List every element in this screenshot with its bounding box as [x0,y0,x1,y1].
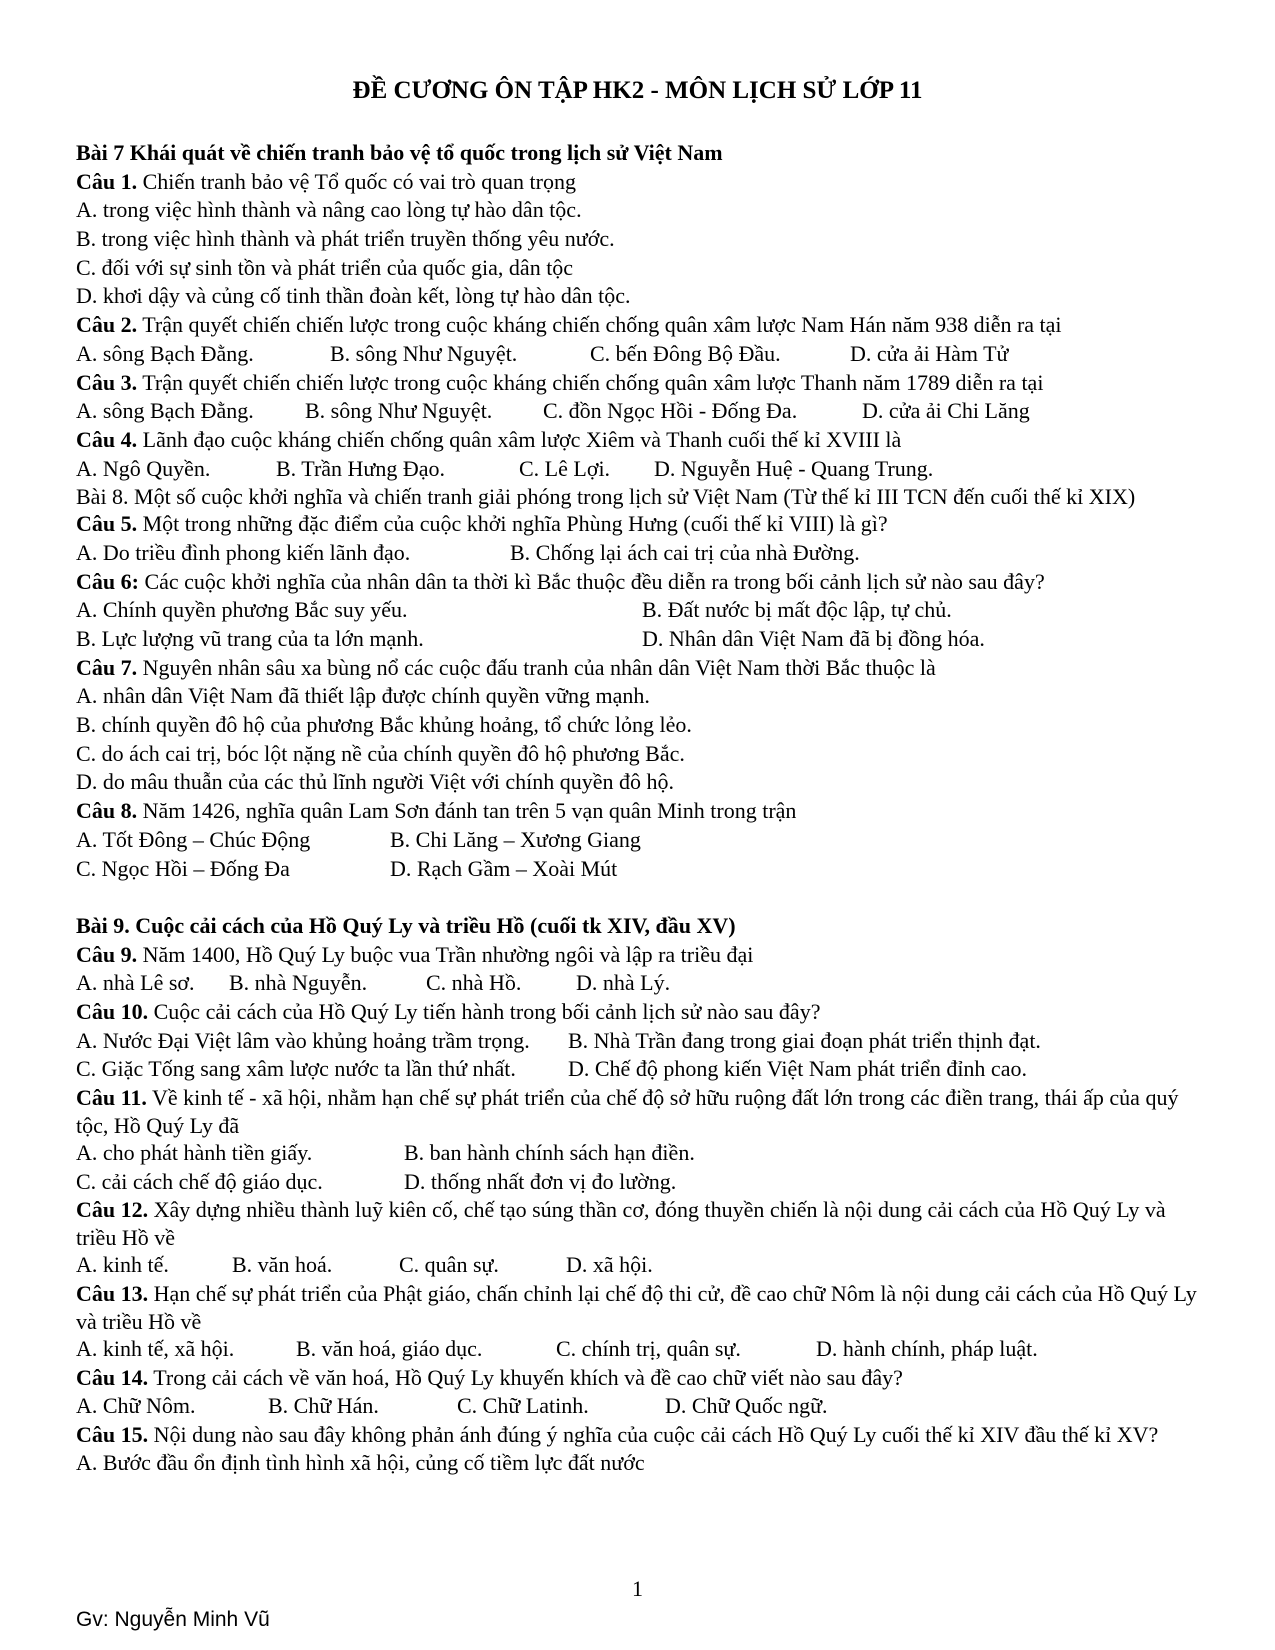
question-label: Câu 11. [76,1085,147,1110]
question-text: Trận quyết chiến chiến lược trong cuộc kháng chiến chống quân xâm lược Thanh năm 1789 diễn ra tại [137,369,1044,395]
answer-row [76,969,1206,998]
answer-option: A. Chữ Nôm. [76,1393,196,1419]
question-8 [76,797,1206,826]
answer-option: A. nhà Lê sơ. [76,970,195,996]
question-text: Trận quyết chiến chiến lược trong cuộc kháng chiến chống quân xâm lược Nam Hán năm 938 diễn ra tại [137,312,1062,338]
question-label: Câu 1. [76,168,138,194]
answer-option: D. cửa ải Hàm Tử [850,340,1009,366]
question-label: Câu 14. [76,1364,149,1390]
question-text: Hạn chế sự phát triển của Phật giáo, chấn chỉnh lại chế độ thi cử, đề cao chữ Nôm là nội dung cải cách của Hồ Quý Ly và triều Hồ về [76,1281,1197,1334]
answer-option: B. Nhà Trần đang trong giai đoạn phát triển thịnh đạt. [568,1027,1041,1053]
answer-row [76,1335,1206,1364]
answer-row [76,826,1206,855]
question-text: Các cuộc khởi nghĩa của nhân dân ta thời kì Bắc thuộc đều diễn ra trong bối cảnh lịch sử nào sau đây? [138,568,1045,594]
answer-option: C. do ách cai trị, bóc lột nặng nề của chính quyền đô hộ phương Bắc. [76,740,685,766]
spacer [76,883,1206,912]
answer-option: A. sông Bạch Đằng. [76,398,254,424]
question-label: Câu 12. [76,1197,149,1223]
answer-option: C. quân sự. [399,1252,499,1278]
question-11 [76,1084,1206,1139]
answer-row [76,1251,1206,1280]
answer-option: D. thống nhất đơn vị đo lường. [404,1168,677,1194]
answer-option: D. do mâu thuẫn của các thủ lĩnh người Việt với chính quyền đô hộ. [76,769,675,795]
section-heading-bai-9: Bài 9. Cuộc cải cách của Hồ Quý Ly và triều Hồ (cuối tk XIV, đầu XV) [76,912,736,938]
answer-row [76,625,1206,654]
question-label: Câu 13. [76,1281,149,1307]
question-label: Câu 9. [76,941,138,967]
question-6 [76,568,1206,597]
answer-option: B. Chi Lăng – Xương Giang [390,826,641,852]
answer-option: B. văn hoá. [232,1252,333,1278]
answer-option: C. nhà Hồ. [426,970,522,996]
answer-option: C. Chữ Latinh. [457,1393,589,1419]
answer-option: C. cải cách chế độ giáo dục. [76,1168,323,1194]
answer-option: A. cho phát hành tiền giấy. [76,1140,313,1165]
question-12 [76,1196,1206,1251]
question-5 [76,510,1206,539]
question-text: Xây dựng nhiều thành luỹ kiên cố, chế tạo súng thần cơ, đóng thuyền chiến là nội dung cải cách của Hồ Quý Ly và triều Hồ về [76,1197,1166,1250]
section-heading-bai-7: Bài 7 Khái quát về chiến tranh bảo vệ tổ quốc trong lịch sử Việt Nam [76,140,723,165]
question-label: Câu 8. [76,798,138,824]
question-14 [76,1364,1206,1393]
document-title: ĐỀ CƯƠNG ÔN TẬP HK2 - MÔN LỊCH SỬ LỚP 11 [352,77,923,104]
answer-row [76,539,1206,568]
question-4 [76,426,1206,455]
answer-option: D. khơi dậy và củng cố tinh thần đoàn kết, lòng tự hào dân tộc. [76,283,631,309]
answer-option: A. Ngô Quyền. [76,455,211,481]
answer-option: A. Tốt Đông – Chúc Động [76,826,311,852]
answer-row [76,340,1206,369]
question-text: Cuộc cải cách của Hồ Quý Ly tiến hành trong bối cảnh lịch sử nào sau đây? [148,998,821,1024]
question-9 [76,941,1206,970]
answer-option: A. sông Bạch Đằng. [76,340,254,366]
answer-option: B. Lực lượng vũ trang của ta lớn mạnh. [76,626,424,651]
answer-option: C. đồn Ngọc Hồi - Đống Đa. [543,398,798,424]
answer-option: C. Ngọc Hồi – Đống Đa [76,855,290,881]
question-text: Năm 1400, Hồ Quý Ly buộc vua Trần nhường ngôi và lập ra triều đại [137,941,754,967]
question-3 [76,369,1206,398]
answer-row [76,397,1206,426]
question-10 [76,998,1206,1027]
answer-option: B. Chống lại ách cai trị của nhà Đường. [510,539,860,565]
answer-option: D. Chế độ phong kiến Việt Nam phát triển đỉnh cao. [568,1056,1027,1082]
question-text: Về kinh tế - xã hội, nhằm hạn chế sự phát triển của chế độ sở hữu ruộng đất lớn trong các điền trang, thái ấp của quý tộc, Hồ Quý Ly đã [76,1085,1179,1138]
answer-option: C. Giặc Tống sang xâm lược nước ta lần thứ nhất. [76,1056,516,1082]
question-text: Trong cải cách về văn hoá, Hồ Quý Ly khuyến khích và đề cao chữ viết nào sau đây? [148,1364,903,1390]
question-label: Câu 7. [76,654,138,680]
answer-option: D. cửa ải Chi Lăng [862,398,1030,424]
question-label: Câu 4. [76,426,138,452]
question-15 [76,1421,1206,1449]
answer-option: C. Lê Lợi. [519,455,611,481]
answer-option: D. nhà Lý. [576,970,671,996]
question-text: Lãnh đạo cuộc kháng chiến chống quân xâm lược Xiêm và Thanh cuối thế kỉ XVIII là [137,426,902,452]
answer-option: B. sông Như Nguyệt. [330,340,518,366]
question-text: Chiến tranh bảo vệ Tổ quốc có vai trò quan trọng [137,168,576,194]
answer-option: C. bến Đông Bộ Đầu. [590,340,781,366]
answer-option: D. Nguyễn Huệ - Quang Trung. [654,455,934,481]
answer-option: B. sông Như Nguyệt. [305,398,493,424]
question-label: Câu 3. [76,369,138,395]
answer-option: B. văn hoá, giáo dục. [296,1336,483,1362]
question-label: Câu 2. [76,312,138,338]
answer-option: A. Do triều đình phong kiến lãnh đạo. [76,539,411,565]
question-1 [76,168,1206,197]
answer-option: B. ban hành chính sách hạn điền. [404,1140,695,1165]
answer-row [76,1055,1206,1084]
page-number: 1 [632,1576,643,1601]
answer-row [76,1027,1206,1056]
question-7 [76,654,1206,683]
question-13 [76,1280,1206,1335]
footer-teacher: Gv: Nguyễn Minh Vũ [76,1608,270,1631]
answer-option: D. Nhân dân Việt Nam đã bị đồng hóa. [642,626,985,651]
answer-option: A. Bước đầu ổn định tình hình xã hội, củng cố tiềm lực đất nước [76,1449,645,1475]
answer-row [76,1139,1206,1168]
question-text: Nội dung nào sau đây không phản ánh đúng ý nghĩa của cuộc cải cách Hồ Quý Ly cuối thế kỉ XIV đầu thế kỉ XV? [148,1422,1159,1448]
answer-row [76,1168,1206,1197]
question-text: Năm 1426, nghĩa quân Lam Sơn đánh tan trên 5 vạn quân Minh trong trận [137,798,797,824]
question-label: Câu 10. [76,998,149,1024]
question-text: Một trong những đặc điểm của cuộc khởi nghĩa Phùng Hưng (cuối thế kỉ VIII) là gì? [137,511,888,537]
answer-option: B. nhà Nguyễn. [229,970,368,996]
question-label: Câu 6: [76,568,139,594]
answer-option: C. đối với sự sinh tồn và phát triển của quốc gia, dân tộc [76,254,574,280]
question-text: Nguyên nhân sâu xa bùng nổ các cuộc đấu tranh của nhân dân Việt Nam thời Bắc thuộc là [137,654,936,680]
answer-option: C. chính trị, quân sự. [556,1336,741,1362]
answer-option: B. chính quyền đô hộ của phương Bắc khủng hoảng, tổ chức lỏng lẻo. [76,712,692,738]
section-heading-bai-8: Bài 8. Một số cuộc khởi nghĩa và chiến tranh giải phóng trong lịch sử Việt Nam (Từ thế kỉ III TCN đến cuối thế kỉ XIX) [76,484,1136,510]
answer-option: D. xã hội. [566,1252,653,1278]
answer-row [76,1392,1206,1421]
answer-row [76,855,1206,884]
answer-option: B. Chữ Hán. [268,1393,379,1419]
answer-row [76,455,1206,484]
answer-option: A. kinh tế, xã hội. [76,1336,235,1362]
answer-row [76,596,1206,625]
answer-option: A. Chính quyền phương Bắc suy yếu. [76,597,408,623]
answer-option: A. trong việc hình thành và nâng cao lòng tự hào dân tộc. [76,197,582,223]
question-label: Câu 15. [76,1422,149,1448]
answer-option: D. hành chính, pháp luật. [816,1336,1038,1362]
answer-option: A. kinh tế. [76,1252,169,1278]
document-content [76,139,1206,1477]
answer-option: A. nhân dân Việt Nam đã thiết lập được chính quyền vững mạnh. [76,683,650,709]
answer-option: D. Chữ Quốc ngữ. [665,1393,828,1419]
answer-option: A. Nước Đại Việt lâm vào khủng hoảng trầm trọng. [76,1027,530,1053]
answer-option: B. Đất nước bị mất độc lập, tự chủ. [642,597,952,623]
question-2 [76,311,1206,340]
answer-option: B. Trần Hưng Đạo. [276,455,445,481]
answer-option: B. trong việc hình thành và phát triển truyền thống yêu nước. [76,226,615,252]
question-label: Câu 5. [76,511,138,537]
answer-option: D. Rạch Gầm – Xoài Mút [390,855,618,881]
